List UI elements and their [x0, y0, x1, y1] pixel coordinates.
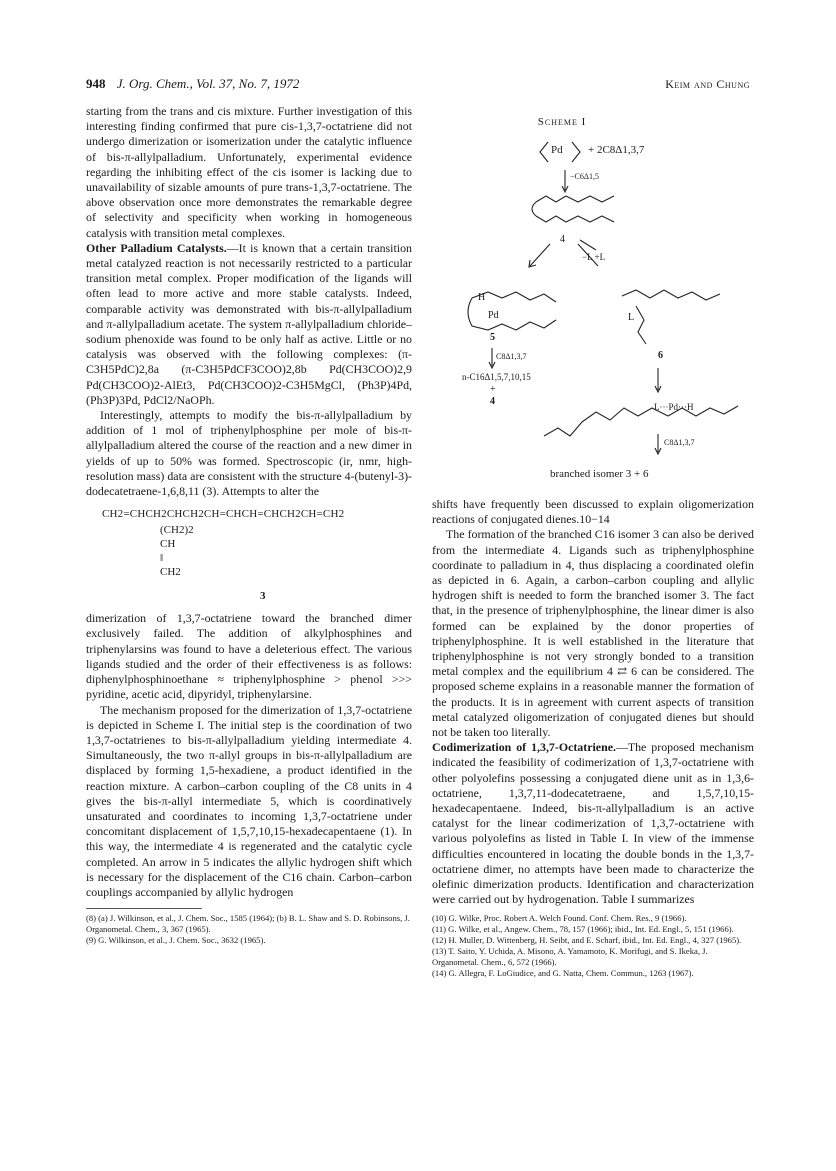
footnote: (13) T. Saito, Y. Uchida, A. Misono, A. Yamamoto, K. Morifugi, and S. Ikeka, J. Organometal. Chem., 6, 572 (1966). [432, 946, 708, 968]
paragraph: The mechanism proposed for the dimerization of 1,3,7-octatriene is depicted in Scheme I. The initial step is the coordination of two 1,3,7-octatrienes to bis-π-allylpalladium yielding intermediate 4. Simultaneously, the two π-allyl groups in bis-π-allylpalladium are displaced by forming 1,5-hexadiene, a product identified in the reaction mixture. A carbon–carbon coupling of the C8 units in 4 gives the bis-π-allyl intermediate 5, which is coordinatively unsaturated and coordinates to incoming 1,3,7-octatriene under concomitant displacement of 1,5,7,10,15-hexadecapentaene (1). In this way, the intermediate 4 is regenerated and the catalytic cycle completed. An arrow in 5 indicates the allylic hydrogen shift which is necessary for the displacement of the C16 chain. Carbon–carbon couplings accompanied by allylic hydrogen [86, 702, 412, 899]
paragraph: Interestingly, attempts to modify the bis-π-allylpalladium by addition of 1 mol of triphenylphosphine per mole of bis-π-allylpalladium altered the course of the reaction and a new dimer in yields of up to 50% was formed. Spectroscopic (ir, nmr, high-resolution mass) data are consistent with the structure 4-(butenyl-3)-dodecatetraene-1,6,8,11 (3). Attempts to alter the [86, 408, 412, 499]
right-column [432, 497, 754, 979]
reagent-label: C8Δ1,3,7 [496, 352, 527, 361]
paragraph: shifts have frequently been discussed to explain oligomerization reactions of conjugated dienes.10−14 [432, 497, 754, 527]
paragraph: dimerization of 1,3,7-octatriene toward the branched dimer exclusively failed. The addition of alkylphosphines and triphenylarsins was found to have a deleterious effect. The various ligands studied and the order of their effectiveness is as follows: diphenylphosphinoethane ≈ triphenylphosphine > phenol >>> pyridine, acetic acid, dipyridyl, triphenylarsine. [86, 611, 412, 702]
section-heading: Codimerization of 1,3,7-Octatriene. [432, 740, 616, 755]
paragraph-text: —It is known that a certain transition metal catalyzed reaction is not necessarily restricted to a particular transition metal complex. Proper modification of the ligands will often lead to more active and more stable catalysts. Indeed, comparable activity was demonstrated with bis-π-allylpalladium and π-allylpalladium acetate. The system π-allylpalladium chloride–sodium phenoxide was found to be only half as active. Little or no catalysis was observed with the following complexes: (π-C3H5PdC)2,8a (π-C3H5PdCF3COO)2,8b Pd(CH3COO)2,9 Pd(CH3COO)2-AlEt3, Pd(CH3COO)2-C3H5MgCl, (Ph3P)4Pd, (Ph3P)3Pd, PdCl2/NaOPh. [86, 240, 412, 407]
formula-branch-line: ‖ [160, 552, 164, 565]
pd-bracket-left [540, 142, 548, 162]
section-heading: Other Palladium Catalysts. [86, 240, 227, 255]
reagent-label: + 2C8Δ1,3,7 [588, 144, 645, 156]
intermediate-6-chain [622, 290, 720, 300]
formula-branch [160, 523, 194, 579]
branched-product-tail [544, 422, 582, 436]
footnotes [432, 913, 754, 979]
compound-number: 3 [260, 590, 266, 603]
pd-bracket-right [572, 142, 580, 162]
scheme-title: Scheme I [537, 116, 587, 128]
compound-number: 4 [490, 396, 495, 407]
ring-closure [532, 202, 536, 216]
structure-formula-3 [86, 507, 412, 605]
scheme-diagram [432, 116, 754, 466]
formula-main-chain: CH2=CHCH2CHCH2CH=CHCH=CHCH2CH=CH2 [102, 508, 345, 521]
footnote: (10) G. Wilke, Proc. Robert A. Welch Found. Conf. Chem. Res., 9 (1966). [432, 913, 687, 924]
formula-branch-line: CH [160, 538, 176, 551]
plus-sign: + [490, 384, 496, 395]
scheme-1 [432, 116, 754, 486]
running-header-authors: Keim and Chung [665, 77, 750, 91]
arrow-to-5 [530, 244, 550, 266]
pd-label: Pd [551, 144, 563, 156]
paragraph-text: —The proposed mechanism indicated the feasibility of codimerization of 1,3,7-octatriene with other polyolefins possessing a conjugated diene unit as in 1,3,6-octatriene, 1,3,7,11-dodecatetraene, and 1,5,7,10,15-hexadecapentaene. Indeed, bis-π-allylpalladium is an active catalyst for the linear codimerization of 1,3,7-octatriene with various polyolefins as listed in Table I. In view of the immense difficulties encountered in locating the double bonds in the 1,3,7-octatriene dimer, no attempts have been made to characterize the olefinic dimerization products. Identification and characterization were carried out by hydrogenation. Table I summarizes [432, 740, 754, 907]
footnote: (14) G. Allegra, F. LoGiudice, and G. Natta, Chem. Commun., 1263 (1967). [432, 968, 694, 979]
byproduct-label: −C6Δ1,5 [570, 172, 599, 181]
running-header-left [86, 76, 299, 92]
footnote: (9) G. Wilkinson, et al., J. Chem. Soc., 3632 (1965). [86, 935, 266, 946]
formula-branch-line: CH2 [160, 566, 181, 579]
footnote-divider [86, 908, 202, 909]
ligand-label: L [628, 312, 635, 323]
complex-label: L···Pd···H [654, 402, 694, 412]
product-label: n-C16Δ1,5,7,10,15 [462, 372, 531, 382]
footnote: (8) (a) J. Wilkinson, et al., J. Chem. Soc., 1585 (1964); (b) B. L. Shaw and S. D. Robinsons, J. Organometal. Chem., 3, 367 (1965). [86, 913, 410, 935]
paragraph: The formation of the branched C16 isomer 3 can also be derived from the intermediate 4. Ligands such as triphenylphosphine coordinate to palladium in 4, thus displacing a coordinated olefin as depicted in 6. Again, a carbon–carbon coupling and allylic hydrogen shift is needed to form the branched isomer 3. The fact that, in the presence of triphenylphosphine, the linear dimer is also formed can be explained by the donor properties of triphenylphosphine. It is well established in the literature that triphenylphosphine is not very strongly bonded to a transition metal complex and the equilibrium 4 ⇄ 6 can be considered. The proposed scheme explains in a reasonable manner the formation of the products. It is in agreement with current aspects of transition metal catalyzed oligomerization of conjugated dienes but should not be taken too literally. [432, 527, 754, 740]
octatriene-chain-top [536, 196, 614, 202]
reagent-label: C8Δ1,3,7 [664, 438, 695, 447]
octatriene-chain-bottom [536, 216, 614, 222]
compound-number: 4 [560, 234, 565, 245]
formula-branch-line: (CH2)2 [160, 524, 194, 537]
left-column [86, 104, 412, 946]
footnote: (11) G. Wilke, et al., Angew. Chem., 78, 157 (1966); ibid., Int. Ed. Engl., 5, 151 (1966). [432, 924, 734, 935]
compound-number: 6 [658, 350, 663, 361]
scheme-caption: branched isomer 3 + 6 [550, 468, 649, 480]
paragraph: starting from the trans and cis mixture. Further investigation of this interesting finding confirmed that pure cis-1,3,7-octatriene did not undergo dimerization or isomerization under the catalytic influence of bis-π-allylpalladium. Unfortunately, experimental evidence regarding the inhibiting effect of the cis isomer is lacking due to unavailability of sizable amounts of pure trans-1,3,7-octatriene. The above observation once more demonstrates the remarkable degree of selectivity and specificity when working in homogeneous catalysis with transition metal complexes. [86, 104, 412, 240]
journal-citation: J. Org. Chem., Vol. 37, No. 7, 1972 [116, 76, 300, 91]
hydrogen-label: H [478, 292, 486, 303]
compound-number: 5 [490, 332, 495, 343]
ligand-exchange-label: −L +L [582, 252, 606, 262]
footnote: (12) H. Muller, D. Wittenberg, H. Seibt, and E. Scharf, ibid., Int. Ed. Engl., 4, 327 (1965). [432, 935, 742, 946]
pd-label: Pd [488, 310, 499, 321]
intermediate-6-vinyl [636, 306, 646, 344]
page-number: 948 [86, 76, 106, 91]
